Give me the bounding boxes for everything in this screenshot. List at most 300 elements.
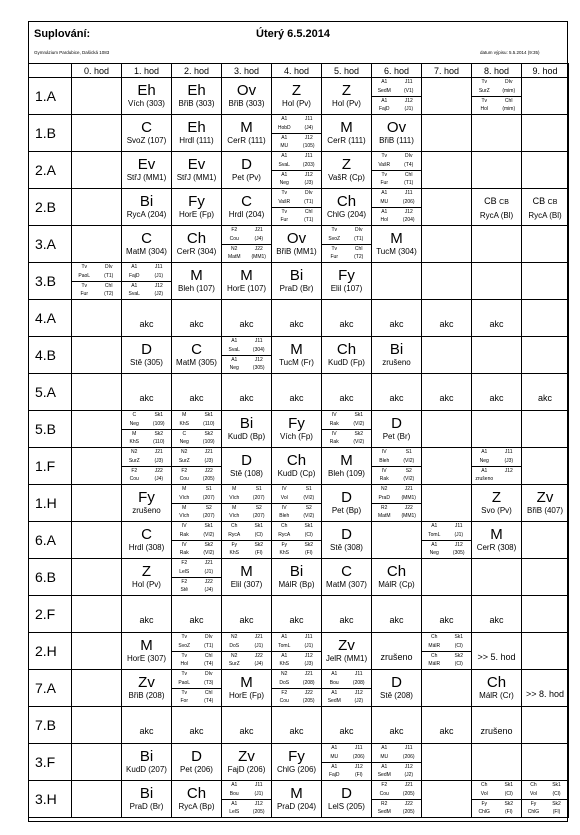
split-text: F2 — [181, 578, 188, 585]
subject: Ev — [187, 156, 206, 173]
split-text: M — [232, 486, 237, 492]
teacher-room: KudD (Cp) — [277, 469, 316, 478]
split-part — [172, 429, 221, 447]
split-text: ChI — [504, 97, 513, 104]
subject: Eh — [137, 82, 156, 99]
split-text: (T2) — [104, 291, 114, 298]
split-text: J12 — [504, 467, 513, 474]
split-cell — [272, 115, 321, 151]
split-cell — [372, 78, 421, 114]
split-cell — [122, 411, 171, 447]
subject: D — [341, 785, 352, 802]
column-header: 8. hod — [472, 64, 522, 78]
split-text: Tv — [81, 282, 88, 289]
split-cell — [372, 448, 421, 484]
split-text: (VI2) — [403, 476, 415, 483]
split-text: Rak — [329, 421, 339, 427]
subject: Fy — [338, 267, 355, 284]
teacher-room: HorE (107) — [226, 284, 267, 293]
split-part — [122, 448, 171, 466]
split-text: (T1) — [304, 217, 314, 224]
schedule-cell — [372, 522, 422, 559]
table-row — [29, 522, 569, 559]
split-text: (Fl) — [305, 550, 313, 557]
split-text: (207) — [202, 513, 215, 520]
schedule-cell — [522, 522, 569, 559]
schedule-cell — [122, 411, 172, 448]
cell-note: >> 5. hod — [477, 651, 516, 662]
split-text: Cou — [229, 236, 239, 242]
split-text: Cou — [129, 476, 139, 483]
split-text: (208) — [352, 680, 365, 686]
split-text: Tv — [381, 171, 388, 178]
split-text: Neg — [279, 180, 289, 187]
schedule-cell — [272, 226, 322, 263]
class-label: 1.F — [29, 448, 72, 485]
split-cell — [222, 522, 271, 558]
subject: M — [290, 785, 303, 802]
split-part — [172, 522, 221, 540]
split-text: J11 — [404, 79, 413, 85]
table-row — [29, 411, 569, 448]
split-part — [122, 281, 171, 299]
schedule-cell — [422, 189, 472, 226]
split-cell — [472, 78, 521, 114]
teacher-room: CerR (111) — [227, 136, 266, 145]
subject: Eh — [187, 119, 206, 136]
teacher-room: Hrdl (308) — [128, 543, 165, 552]
split-part — [122, 411, 171, 429]
teacher-room: PraD (204) — [276, 802, 317, 811]
split-text: SedM — [377, 88, 391, 94]
schedule-cell — [422, 263, 472, 300]
split-part — [122, 263, 171, 281]
split-part — [322, 244, 371, 262]
split-text: A1 — [331, 689, 338, 696]
split-text: MálR — [428, 661, 441, 668]
schedule-cell — [522, 337, 569, 374]
schedule-cell — [222, 522, 272, 559]
split-text: A1 — [381, 763, 388, 770]
schedule-cell — [372, 781, 422, 818]
split-text: DIv — [405, 153, 413, 159]
teacher-room: CerR (111) — [327, 136, 366, 145]
split-text: A1 — [281, 116, 288, 122]
subject: Ch — [336, 341, 357, 358]
split-text: DIv — [205, 634, 213, 640]
cell-note: akc — [189, 725, 204, 736]
subject: Bi — [289, 267, 304, 284]
split-text: (J1) — [254, 791, 264, 797]
split-cell — [272, 670, 321, 706]
split-text: Cou — [179, 476, 189, 483]
schedule-cell — [222, 337, 272, 374]
schedule-cell — [122, 152, 172, 189]
split-text: J12 — [404, 763, 413, 770]
schedule-cell — [122, 300, 172, 337]
split-text: (Cl) — [454, 661, 463, 668]
split-part — [372, 781, 421, 799]
cell-note: akc — [537, 392, 552, 403]
subject: D — [241, 452, 252, 469]
split-text: C — [182, 430, 187, 437]
split-text: Tv — [81, 264, 88, 270]
schedule-cell — [72, 522, 122, 559]
cell-note: akc — [389, 392, 404, 403]
teacher-room: VašR (Cp) — [328, 173, 365, 182]
split-part — [272, 651, 321, 669]
table-row — [29, 152, 569, 189]
schedule-cell — [372, 337, 422, 374]
split-text: (206) — [402, 199, 415, 205]
schedule-cell — [272, 337, 322, 374]
split-text: J21 — [304, 671, 313, 677]
split-part — [472, 448, 521, 466]
split-text: (J3) — [154, 458, 164, 464]
schedule-cell — [172, 744, 222, 781]
split-text: ChI — [304, 208, 313, 215]
split-part — [222, 781, 271, 799]
split-text: (mim) — [502, 88, 516, 94]
schedule-cell — [172, 448, 222, 485]
class-label: 3.H — [29, 781, 72, 818]
schedule-cell — [72, 300, 122, 337]
split-part — [322, 688, 371, 706]
split-text: (207) — [202, 495, 215, 501]
split-text: (304) — [252, 347, 265, 353]
split-cell — [222, 781, 271, 817]
table-row — [29, 596, 569, 633]
class-label: 1.H — [29, 485, 72, 522]
teacher-room: CerR (308) — [476, 543, 517, 552]
split-text: (VI2) — [353, 439, 365, 446]
schedule-cell — [522, 596, 569, 633]
subject: D — [141, 341, 152, 358]
teacher-room: MatM (305) — [176, 358, 217, 367]
schedule-cell — [372, 707, 422, 744]
cell-note: akc — [339, 614, 354, 625]
split-text: (T4) — [204, 698, 214, 705]
split-text: Sk1 — [504, 782, 514, 788]
split-text: SedM — [377, 772, 391, 779]
split-text: Neg — [179, 439, 189, 446]
schedule-cell — [272, 152, 322, 189]
schedule-cell — [72, 263, 122, 300]
subject: Bi — [239, 415, 254, 432]
teacher-room: StřJ (MM1) — [176, 173, 217, 182]
split-text: (206) — [352, 754, 365, 760]
split-part — [272, 207, 321, 225]
split-cell — [122, 448, 171, 484]
teacher-room: FajD (206) — [227, 765, 266, 774]
split-part — [472, 781, 521, 799]
teacher-room: TucM (Fr) — [279, 358, 314, 367]
schedule-cell — [422, 670, 472, 707]
cell-note: akc — [489, 614, 504, 625]
split-text: SvaL — [228, 347, 240, 353]
split-text: A1 — [231, 782, 238, 788]
split-text: M — [132, 430, 137, 437]
split-part — [272, 152, 321, 170]
split-text: (T4) — [404, 162, 414, 168]
split-text: Vích — [229, 495, 240, 501]
split-text: Hol — [480, 106, 488, 113]
split-part — [522, 781, 568, 799]
table-row — [29, 781, 569, 818]
subject: Fy — [138, 489, 155, 506]
split-text: IV — [281, 504, 287, 511]
split-part — [172, 559, 221, 577]
split-part — [322, 429, 371, 447]
split-text: (305) — [452, 550, 465, 557]
split-part — [422, 522, 471, 540]
split-text: Sk2 — [354, 430, 364, 437]
subject: D — [391, 674, 402, 691]
schedule-cell — [122, 744, 172, 781]
schedule-cell — [72, 337, 122, 374]
column-header: 0. hod — [72, 64, 122, 78]
schedule-cell — [122, 337, 172, 374]
teacher-room: CerR (304) — [176, 247, 217, 256]
schedule-cell — [222, 448, 272, 485]
subject-pair — [522, 193, 568, 211]
split-part — [372, 799, 421, 817]
column-header: 9. hod — [522, 64, 569, 78]
cell-note: akc — [439, 392, 454, 403]
schedule-cell — [322, 411, 372, 448]
split-text: Stě — [180, 587, 188, 594]
class-label: 1.A — [29, 78, 72, 115]
class-label: 3.B — [29, 263, 72, 300]
schedule-cell — [72, 596, 122, 633]
split-text: (110) — [203, 421, 215, 427]
schedule-cell — [222, 670, 272, 707]
split-text: (206) — [402, 754, 415, 760]
split-part — [172, 466, 221, 484]
split-text: ChI — [204, 652, 213, 659]
table-row — [29, 670, 569, 707]
split-text: A1 — [131, 282, 138, 289]
split-text: FajD — [128, 273, 140, 279]
schedule-cell — [372, 374, 422, 411]
schedule-cell — [222, 115, 272, 152]
split-text: DIv — [505, 79, 513, 85]
split-text: J12 — [404, 97, 413, 104]
split-text: Tv — [481, 79, 488, 85]
split-text: J11 — [254, 338, 263, 344]
subject: C — [141, 230, 152, 247]
split-text: (205) — [252, 809, 265, 816]
column-header: 3. hod — [222, 64, 272, 78]
split-text: Vol — [530, 791, 537, 797]
schedule-cell — [272, 707, 322, 744]
cell-note: akc — [189, 392, 204, 403]
split-text: (109) — [152, 421, 165, 427]
subject: Bi — [139, 748, 154, 765]
schedule-cell — [72, 448, 122, 485]
cell-note: akc — [239, 318, 254, 329]
split-cell — [472, 448, 521, 484]
split-text: KhS — [279, 550, 289, 557]
split-text: (T3) — [204, 680, 214, 686]
teacher-room: LelS (205) — [328, 802, 365, 811]
subject: Ch — [186, 230, 207, 247]
split-text: TomL — [278, 643, 291, 649]
split-cell — [172, 670, 221, 706]
subject: Ch — [286, 452, 307, 469]
schedule-cell — [472, 781, 522, 818]
teacher-room: MatM (307) — [326, 580, 367, 589]
schedule-cell — [522, 744, 569, 781]
schedule-cell — [272, 485, 322, 522]
split-text: Sk2 — [504, 800, 514, 807]
split-text: Sk2 — [204, 430, 214, 437]
split-cell — [172, 411, 221, 447]
split-cell — [172, 559, 221, 595]
subject: CB — [484, 196, 500, 206]
split-part — [272, 485, 321, 503]
schedule-cell — [472, 300, 522, 337]
schedule-cell — [272, 670, 322, 707]
table-row — [29, 744, 569, 781]
schedule-cell — [272, 448, 322, 485]
split-text: zrušeno — [475, 476, 494, 483]
split-text: Vol — [280, 495, 288, 501]
schedule-cell — [522, 263, 569, 300]
class-label: 5.B — [29, 411, 72, 448]
split-text: IV — [381, 467, 387, 474]
cell-note: akc — [389, 614, 404, 625]
split-text: Vích — [229, 513, 240, 520]
split-part — [372, 466, 421, 484]
split-part — [472, 78, 521, 96]
subject: M — [240, 267, 253, 284]
cell-note: akc — [439, 614, 454, 625]
split-text: J11 — [404, 745, 413, 751]
class-label: 6.A — [29, 522, 72, 559]
schedule-cell — [122, 670, 172, 707]
split-text: J12 — [304, 652, 313, 659]
cell-note: akc — [239, 392, 254, 403]
split-part — [322, 762, 371, 780]
split-text: SedM — [327, 698, 341, 705]
schedule-cell — [372, 152, 422, 189]
subject: Zv — [338, 637, 355, 654]
split-text: J21 — [254, 634, 263, 640]
split-text: F2 — [381, 782, 388, 788]
split-text: M — [182, 412, 187, 418]
split-text: A1 — [431, 541, 438, 548]
teacher-room: BřiB (MM1) — [276, 247, 317, 256]
split-text: S1 — [205, 486, 212, 492]
split-text: Fy — [481, 800, 488, 807]
cell-note: >> 8. hod — [525, 688, 565, 699]
split-text: (J4) — [154, 476, 164, 483]
schedule-cell — [372, 300, 422, 337]
schedule-cell — [272, 522, 322, 559]
subject: Z — [291, 82, 302, 99]
split-part — [72, 281, 121, 299]
split-text: IV — [331, 430, 337, 437]
split-text: SvaL — [128, 291, 140, 298]
table-row — [29, 337, 569, 374]
schedule-cell — [72, 152, 122, 189]
split-text: (Cl) — [304, 532, 313, 538]
split-cell — [372, 152, 421, 188]
schedule-cell — [72, 115, 122, 152]
split-text: (VI2) — [203, 550, 215, 557]
subject: D — [391, 415, 402, 432]
schedule-cell — [322, 522, 372, 559]
split-text: J22 — [254, 245, 263, 252]
table-row — [29, 226, 569, 263]
split-text: DIv — [305, 190, 313, 196]
schedule-cell — [322, 152, 372, 189]
split-cell — [272, 485, 321, 521]
split-cell — [172, 522, 221, 558]
split-text: Tv — [331, 227, 338, 233]
schedule-cell — [472, 633, 522, 670]
teacher-room: Pet (Bp) — [331, 506, 362, 515]
schedule-cell — [172, 115, 222, 152]
split-text: Tv — [181, 689, 188, 696]
split-text: J12 — [254, 800, 263, 807]
split-part — [372, 152, 421, 170]
teacher-room: Elil (107) — [330, 284, 363, 293]
split-text: TomL — [428, 532, 441, 538]
schedule-cell — [422, 596, 472, 633]
schedule-cell — [272, 781, 322, 818]
split-text: IV — [281, 486, 287, 492]
split-cell — [372, 744, 421, 780]
split-text: IV — [181, 541, 187, 548]
class-label: 7.B — [29, 707, 72, 744]
schedule-cell — [122, 596, 172, 633]
split-part — [172, 670, 221, 688]
split-text: J12 — [354, 689, 363, 696]
schedule-cell — [422, 411, 472, 448]
class-label: 6.B — [29, 559, 72, 596]
split-text: (MM1) — [401, 495, 416, 501]
split-text: Ch — [431, 652, 438, 659]
teacher-room: Bleh (107) — [178, 284, 215, 293]
split-text: MU — [380, 199, 389, 205]
teacher-room: Hol (Pv) — [132, 580, 161, 589]
split-text: IV — [181, 523, 187, 529]
subject: M — [190, 267, 203, 284]
cell-note: akc — [339, 725, 354, 736]
split-text: J21 — [154, 449, 163, 455]
subject: CB — [499, 199, 509, 206]
subject: D — [341, 489, 352, 506]
schedule-cell — [172, 226, 222, 263]
split-cell — [322, 670, 371, 706]
split-part — [222, 485, 271, 503]
split-cell — [172, 485, 221, 521]
split-part — [472, 466, 521, 484]
split-part — [272, 189, 321, 207]
teacher-room: RycA (Bl) — [479, 211, 514, 220]
schedule-cell — [72, 559, 122, 596]
split-text: Tv — [181, 671, 188, 677]
split-text: (J4) — [304, 125, 314, 131]
subject: M — [290, 341, 303, 358]
split-text: J11 — [354, 671, 363, 677]
split-text: (205) — [302, 698, 315, 705]
subject: D — [191, 748, 202, 765]
split-part — [272, 170, 321, 188]
schedule-cell — [522, 448, 569, 485]
